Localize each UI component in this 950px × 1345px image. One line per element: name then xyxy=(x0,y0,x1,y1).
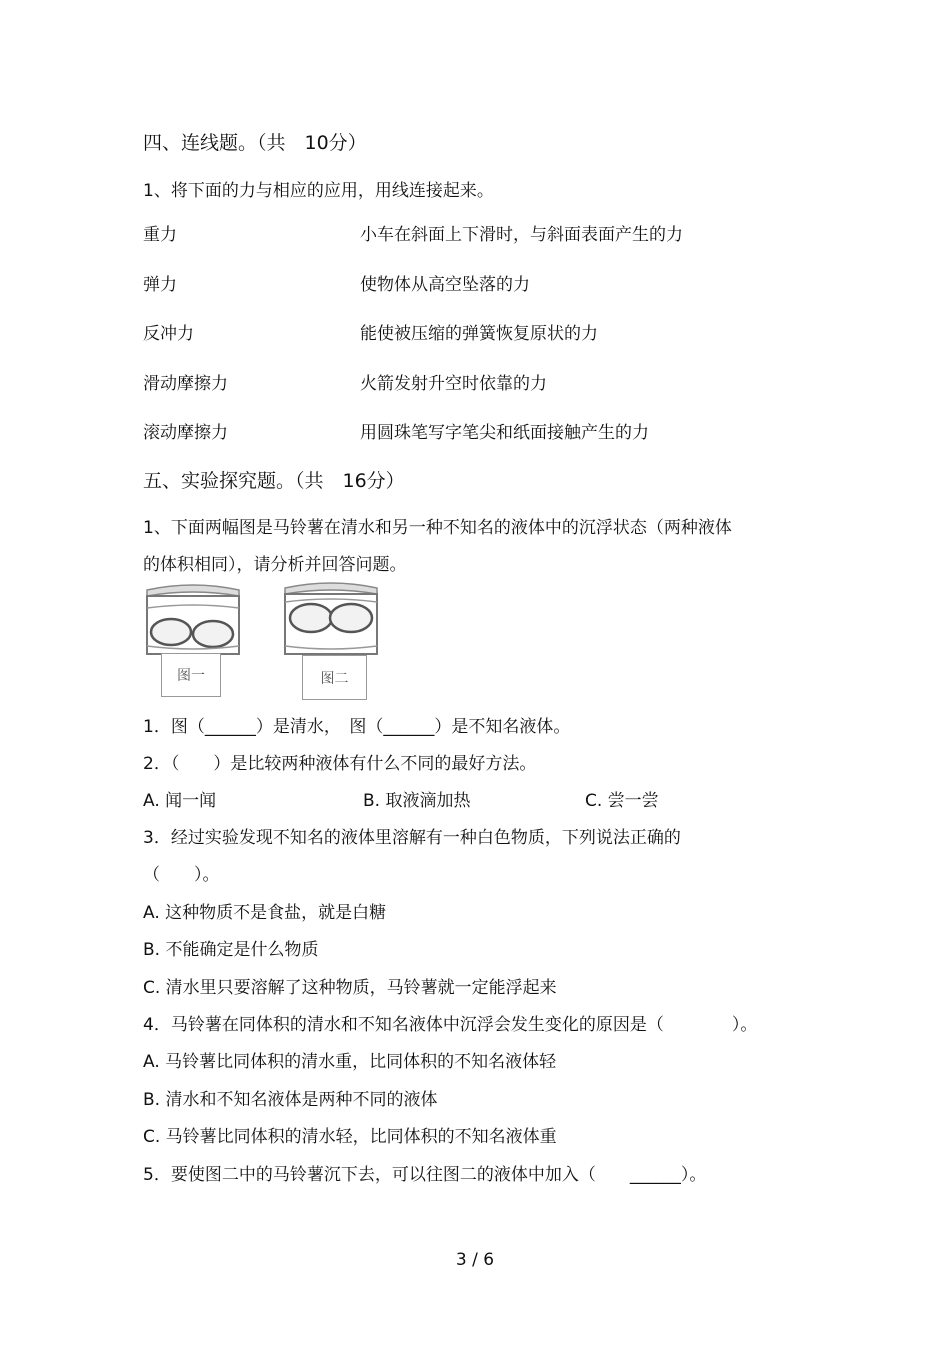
question-3-line-2: （ ）。 xyxy=(143,865,220,885)
q4-option-b: B. 清水和不知名液体是两种不同的液体 xyxy=(143,1090,438,1110)
matching-question: 1、将下面的力与相应的应用，用线连接起来。 xyxy=(143,181,494,201)
force-term: 滚动摩擦力 xyxy=(143,423,228,443)
page-number: 3 / 6 xyxy=(455,1250,495,1270)
q4-option-a: A. 马铃薯比同体积的清水重，比同体积的不知名液体轻 xyxy=(143,1052,557,1072)
force-term: 滑动摩擦力 xyxy=(143,374,228,394)
force-application: 能使被压缩的弹簧恢复原状的力 xyxy=(360,324,598,344)
force-term: 重力 xyxy=(143,225,177,245)
question-2: 2．（ ）是比较两种液体有什么不同的最好方法。 xyxy=(143,754,537,774)
q2-option-c: C. 尝一尝 xyxy=(585,791,659,811)
experiment-intro-line-1: 1、下面两幅图是马铃薯在清水和另一种不知名的液体中的沉浮状态（两种液体 xyxy=(143,518,732,538)
question-5: 5．要使图二中的马铃薯沉下去，可以往图二的液体中加入（ ______）。 xyxy=(143,1165,707,1185)
q4-option-c: C. 马铃薯比同体积的清水轻，比同体积的不知名液体重 xyxy=(143,1127,557,1147)
q2-option-a: A. 闻一闻 xyxy=(143,791,217,811)
q3-option-a: A. 这种物质不是食盐，就是白糖 xyxy=(143,903,387,923)
force-term: 反冲力 xyxy=(143,324,194,344)
question-4: 4．马铃薯在同体积的清水和不知名液体中沉浮会发生变化的原因是（ ）。 xyxy=(143,1015,758,1035)
q3-option-c: C. 清水里只要溶解了这种物质，马铃薯就一定能浮起来 xyxy=(143,978,557,998)
section-5-title: 五、实验探究题。（共 16分） xyxy=(143,470,405,492)
section-4-title: 四、连线题。（共 10分） xyxy=(143,132,367,154)
figure-2-label: 图二 xyxy=(302,655,367,700)
force-application: 用圆珠笔写字笔尖和纸面接触产生的力 xyxy=(360,423,649,443)
figure-1-label: 图一 xyxy=(161,653,221,697)
figure-1-jar-image xyxy=(143,582,243,662)
force-term: 弹力 xyxy=(143,275,177,295)
figure-2-jar-image xyxy=(281,580,381,660)
experiment-intro-line-2: 的体积相同），请分析并回答问题。 xyxy=(143,555,407,575)
q2-option-b: B. 取液滴加热 xyxy=(363,791,471,811)
question-1: 1．图（______）是清水， 图（______）是不知名液体。 xyxy=(143,717,571,737)
question-3-line-1: 3．经过实验发现不知名的液体里溶解有一种白色物质，下列说法正确的 xyxy=(143,828,681,848)
force-application: 小车在斜面上下滑时，与斜面表面产生的力 xyxy=(360,225,683,245)
q3-option-b: B. 不能确定是什么物质 xyxy=(143,940,319,960)
force-application: 使物体从高空坠落的力 xyxy=(360,275,530,295)
force-application: 火箭发射升空时依靠的力 xyxy=(360,374,547,394)
